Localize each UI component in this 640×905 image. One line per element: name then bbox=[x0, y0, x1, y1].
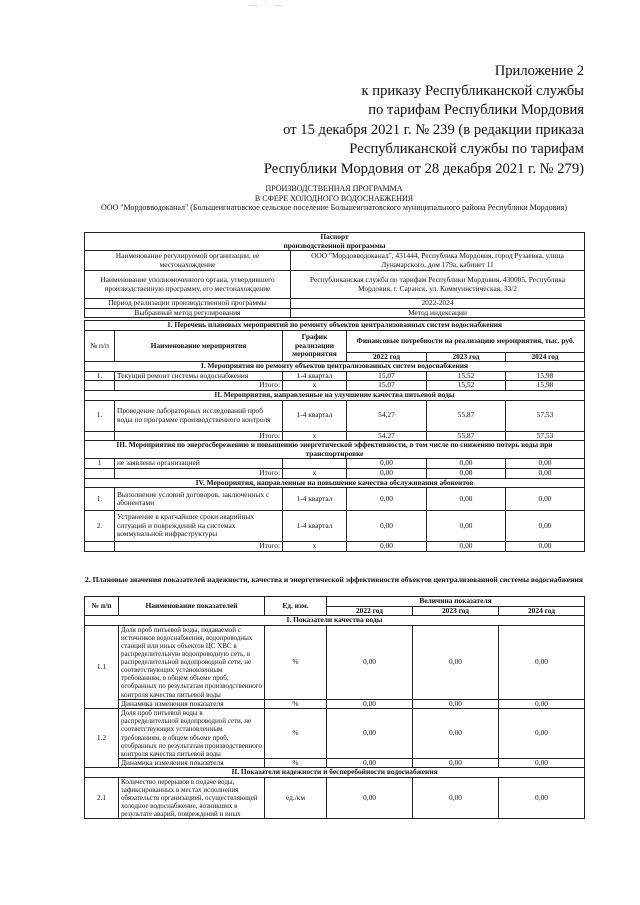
total-schedule: х bbox=[283, 542, 347, 552]
table-row bbox=[85, 400, 585, 431]
row-value: 0,00 bbox=[347, 459, 427, 469]
total-value: 15,07 bbox=[347, 381, 427, 391]
table-row bbox=[85, 709, 585, 759]
group-title: II. Мероприятия, направленные на улучшение качества питьевой воды bbox=[85, 390, 585, 400]
measures-table bbox=[84, 320, 585, 552]
group-title: I. Показатели качества воды bbox=[85, 616, 585, 626]
row-unit: % bbox=[265, 709, 327, 759]
passport-value: 2022-2024 bbox=[291, 299, 585, 309]
row-value: 0,00 bbox=[347, 511, 427, 542]
total-schedule: х bbox=[283, 468, 347, 478]
group-title: III. Мероприятия по энергосбережению и повышению энергетической эффективности, в том числе по снижению потерь воды при транспортировке bbox=[85, 441, 585, 459]
row-name: Доля проб питьевой воды в распределительной водопроводной сети, не соответствующих установленным требованиям, в общем объеме проб, отобранных по результатам производственного контроля качества питьевой воды bbox=[119, 709, 265, 759]
passport-label: Наименование уполномоченного органа, утвердившего производственную программу, его местонахождение bbox=[85, 271, 291, 299]
total-row bbox=[85, 468, 585, 478]
dynamics-label: Динамика изменения показателя bbox=[119, 758, 265, 768]
row-value: 15,52 bbox=[427, 371, 506, 381]
appendix-line: от 15 декабря 2021 г. № 239 (в редакции приказа bbox=[283, 121, 584, 138]
passport-row bbox=[85, 299, 585, 309]
dynamics-label: Динамика изменения показателя bbox=[119, 699, 265, 709]
row-value: 0,00 bbox=[327, 625, 413, 699]
total-label: Итого: bbox=[115, 542, 283, 552]
program-title-line1: ПРОИЗВОДСТВЕННАЯ ПРОГРАММА bbox=[265, 184, 403, 193]
total-value: 55,87 bbox=[427, 431, 506, 441]
group-title-row bbox=[85, 441, 585, 459]
dynamics-unit: % bbox=[265, 699, 327, 709]
dynamics-value: 0,00 bbox=[413, 699, 499, 709]
section1-title-row bbox=[85, 321, 585, 331]
row-name: Выполнение условий договоров, заключенных с абонентами bbox=[115, 488, 283, 511]
row-num: 1. bbox=[85, 488, 115, 511]
program-title-line2: В СФЕРЕ ХОЛОДНОГО ВОДОСНАБЖЕНИЯ bbox=[254, 193, 414, 203]
row-value: 0,00 bbox=[413, 625, 499, 699]
row-value: 0,00 bbox=[427, 459, 506, 469]
total-value: 54,27 bbox=[347, 431, 427, 441]
row-value: 0,00 bbox=[427, 488, 506, 511]
header-year: 2022 год bbox=[347, 352, 427, 362]
row-value: 54,27 bbox=[347, 400, 427, 431]
header-schedule: График реализации мероприятия bbox=[283, 330, 347, 362]
passport-row bbox=[85, 251, 585, 271]
total-schedule: х bbox=[283, 431, 347, 441]
dynamics-unit: % bbox=[265, 758, 327, 768]
row-unit: % bbox=[265, 625, 327, 699]
table-row bbox=[85, 459, 585, 469]
appendix-line: Республики Мордовия от 28 декабря 2021 г. № 279) bbox=[263, 160, 584, 177]
header-num: № п/п bbox=[85, 330, 115, 362]
header-year: 2023 год bbox=[413, 606, 499, 616]
row-value: 0,00 bbox=[499, 709, 585, 759]
total-value: 0,00 bbox=[347, 542, 427, 552]
section2-title: 2. Плановые значения показателей надежности, качества и энергетической эффективности объектов централизованной системы водоснабжения bbox=[85, 575, 583, 584]
total-value: 0,00 bbox=[347, 468, 427, 478]
row-name: не заявлены организацией bbox=[115, 459, 283, 469]
passport-label: Наименование регулируемой организации, ее местонахождение bbox=[85, 251, 291, 271]
group-title-row bbox=[85, 616, 585, 626]
row-schedule bbox=[283, 459, 347, 469]
passport-row bbox=[85, 271, 585, 299]
row-num: 2. bbox=[85, 511, 115, 542]
dynamics-value: 0,00 bbox=[499, 758, 585, 768]
row-num: 1. bbox=[85, 371, 115, 381]
row-value: 0,00 bbox=[327, 777, 413, 818]
appendix-line: по тарифам Республики Мордовия bbox=[368, 102, 584, 118]
passport-title bbox=[85, 233, 585, 251]
header-year: 2022 год bbox=[327, 606, 413, 616]
appendix-line: к приказу Республиканской службы bbox=[361, 82, 584, 99]
appendix-header bbox=[204, 62, 584, 179]
total-row bbox=[85, 542, 585, 552]
total-value: 57,53 bbox=[506, 431, 585, 441]
total-label: Итого: bbox=[115, 468, 283, 478]
row-name: Доля проб питьевой воды, подаваемой с источников водоснабжения, водопроводных станций или иных объектов ЦС ХВС в распределительную водопроводную сеть, в распределительной водопроводной сети, не соответствующих установленным требованиям, в общем объеме проб, отобранных по результатам производственного контроля качества питьевой воды bbox=[119, 625, 265, 699]
passport-title-row bbox=[85, 233, 585, 251]
total-label: Итого: bbox=[115, 431, 283, 441]
total-value: 15,98 bbox=[506, 381, 585, 391]
group-title: II. Показатели надежности и бесперебойности водоснабжения bbox=[85, 768, 585, 778]
row-name: Устранение в кратчайшие сроки аварийных ситуаций и повреждений на системах коммунальной инфраструктуры bbox=[115, 511, 283, 542]
passport-subheading: производственной программы bbox=[283, 240, 386, 250]
group-title: IV. Мероприятия, направленные на повышение качества обслуживания абонентов bbox=[85, 478, 585, 488]
row-num: 1.2 bbox=[85, 709, 119, 768]
indicators-table bbox=[84, 596, 585, 819]
dynamics-value: 0,00 bbox=[327, 758, 413, 768]
total-value: 0,00 bbox=[506, 542, 585, 552]
row-num: 1 bbox=[85, 459, 115, 469]
group-title: I. Мероприятия по ремонту объектов централизованных систем водоснабжения bbox=[85, 362, 585, 372]
row-schedule: 1-4 квартал bbox=[283, 511, 347, 542]
table-row bbox=[85, 625, 585, 699]
program-organization: ООО "Мордовводоканал" (Большеигнатовское сельское поселение Большеигнатовского муниципального района Республики Мордовия) bbox=[100, 203, 568, 212]
total-schedule: х bbox=[283, 381, 347, 391]
row-value: 0,00 bbox=[327, 709, 413, 759]
row-value: 0,00 bbox=[499, 625, 585, 699]
row-num: 1.1 bbox=[85, 625, 119, 708]
total-value: 0,00 bbox=[427, 468, 506, 478]
passport-value: Метод индексации bbox=[291, 308, 585, 318]
header-unit: Ед. изм. bbox=[265, 597, 327, 616]
group-title-row bbox=[85, 362, 585, 372]
header-finance: Финансовые потребности на реализацию мероприятия, тыс. руб. bbox=[347, 330, 585, 352]
table-header-row bbox=[85, 597, 585, 607]
table-row bbox=[85, 777, 585, 818]
group-title-row bbox=[85, 768, 585, 778]
header-year: 2024 год bbox=[499, 606, 585, 616]
row-name: Текущий ремонт системы водоснабжения bbox=[115, 371, 283, 381]
row-name: Количество перерывов в подаче воды, зафиксированных в местах исполнения обязательств организацией, осуществляющей холодное водоснабжение, возникших в результате аварий, повреждений и иных bbox=[119, 777, 265, 818]
passport-table bbox=[84, 232, 585, 318]
passport-label: Период реализации производственной программы bbox=[85, 299, 291, 309]
row-value: 57,53 bbox=[506, 400, 585, 431]
header-year: 2023 год bbox=[427, 352, 506, 362]
row-value: 0,00 bbox=[506, 511, 585, 542]
passport-heading: Паспорт bbox=[320, 232, 349, 241]
row-schedule: 1-4 квартал bbox=[283, 400, 347, 431]
row-num: 1. bbox=[85, 400, 115, 431]
row-unit: ед./км bbox=[265, 777, 327, 818]
total-value: 15,52 bbox=[427, 381, 506, 391]
appendix-line: Республиканской службы по тарифам bbox=[349, 141, 584, 157]
row-value: 0,00 bbox=[499, 777, 585, 818]
row-schedule: 1-4 квартал bbox=[283, 488, 347, 511]
row-value: 0,00 bbox=[427, 511, 506, 542]
row-value: 15,98 bbox=[506, 371, 585, 381]
header-measure-name: Наименование мероприятия bbox=[115, 330, 283, 362]
row-value: 0,00 bbox=[506, 488, 585, 511]
section1-title: 1. Перечень плановых мероприятий по ремонту объектов централизованных систем водоснабжения bbox=[85, 321, 585, 331]
row-value: 15,07 bbox=[347, 371, 427, 381]
total-value: 0,00 bbox=[506, 468, 585, 478]
header-indicator-name: Наименование показателей bbox=[119, 597, 265, 616]
row-value: 0,00 bbox=[413, 709, 499, 759]
row-value: 0,00 bbox=[413, 777, 499, 818]
row-schedule: 1-4 квартал bbox=[283, 371, 347, 381]
row-name: Проведение лабораторных исследований проб воды по программе производственного контроля bbox=[115, 400, 283, 431]
header-year: 2024 год bbox=[506, 352, 585, 362]
passport-row bbox=[85, 308, 585, 318]
row-value: 0,00 bbox=[506, 459, 585, 469]
total-label: Итого: bbox=[115, 381, 283, 391]
row-value: 0,00 bbox=[347, 488, 427, 511]
page-top-mark: — ‾ — bbox=[250, 1, 285, 9]
total-value: 0,00 bbox=[427, 542, 506, 552]
table-row bbox=[85, 371, 585, 381]
row-num: 2.1 bbox=[85, 777, 119, 818]
dynamics-row bbox=[85, 699, 585, 709]
group-title-row bbox=[85, 478, 585, 488]
passport-value: ООО "Мордовводоканал", 431444, Республика Мордовия, город Рузаевка, улица Луначарского, дом 179а, кабинет 11 bbox=[291, 251, 585, 271]
appendix-line: Приложение 2 bbox=[494, 63, 584, 79]
table-row bbox=[85, 488, 585, 511]
header-value: Величина показателя bbox=[327, 597, 585, 607]
row-value: 55,87 bbox=[427, 400, 506, 431]
program-title bbox=[84, 184, 584, 213]
passport-value: Республиканская служба по тарифам Республики Мордовия, 430005, Республика Мордовия, г. Саранск, ул. Коммунистическая, 33/2 bbox=[291, 271, 585, 299]
header-num: № п/п bbox=[85, 597, 119, 616]
table-header-row bbox=[85, 330, 585, 352]
dynamics-value: 0,00 bbox=[327, 699, 413, 709]
group-title-row bbox=[85, 390, 585, 400]
table-row bbox=[85, 511, 585, 542]
passport-label: Выбранный метод регулирования bbox=[85, 308, 291, 318]
dynamics-value: 0,00 bbox=[413, 758, 499, 768]
dynamics-value: 0,00 bbox=[499, 699, 585, 709]
